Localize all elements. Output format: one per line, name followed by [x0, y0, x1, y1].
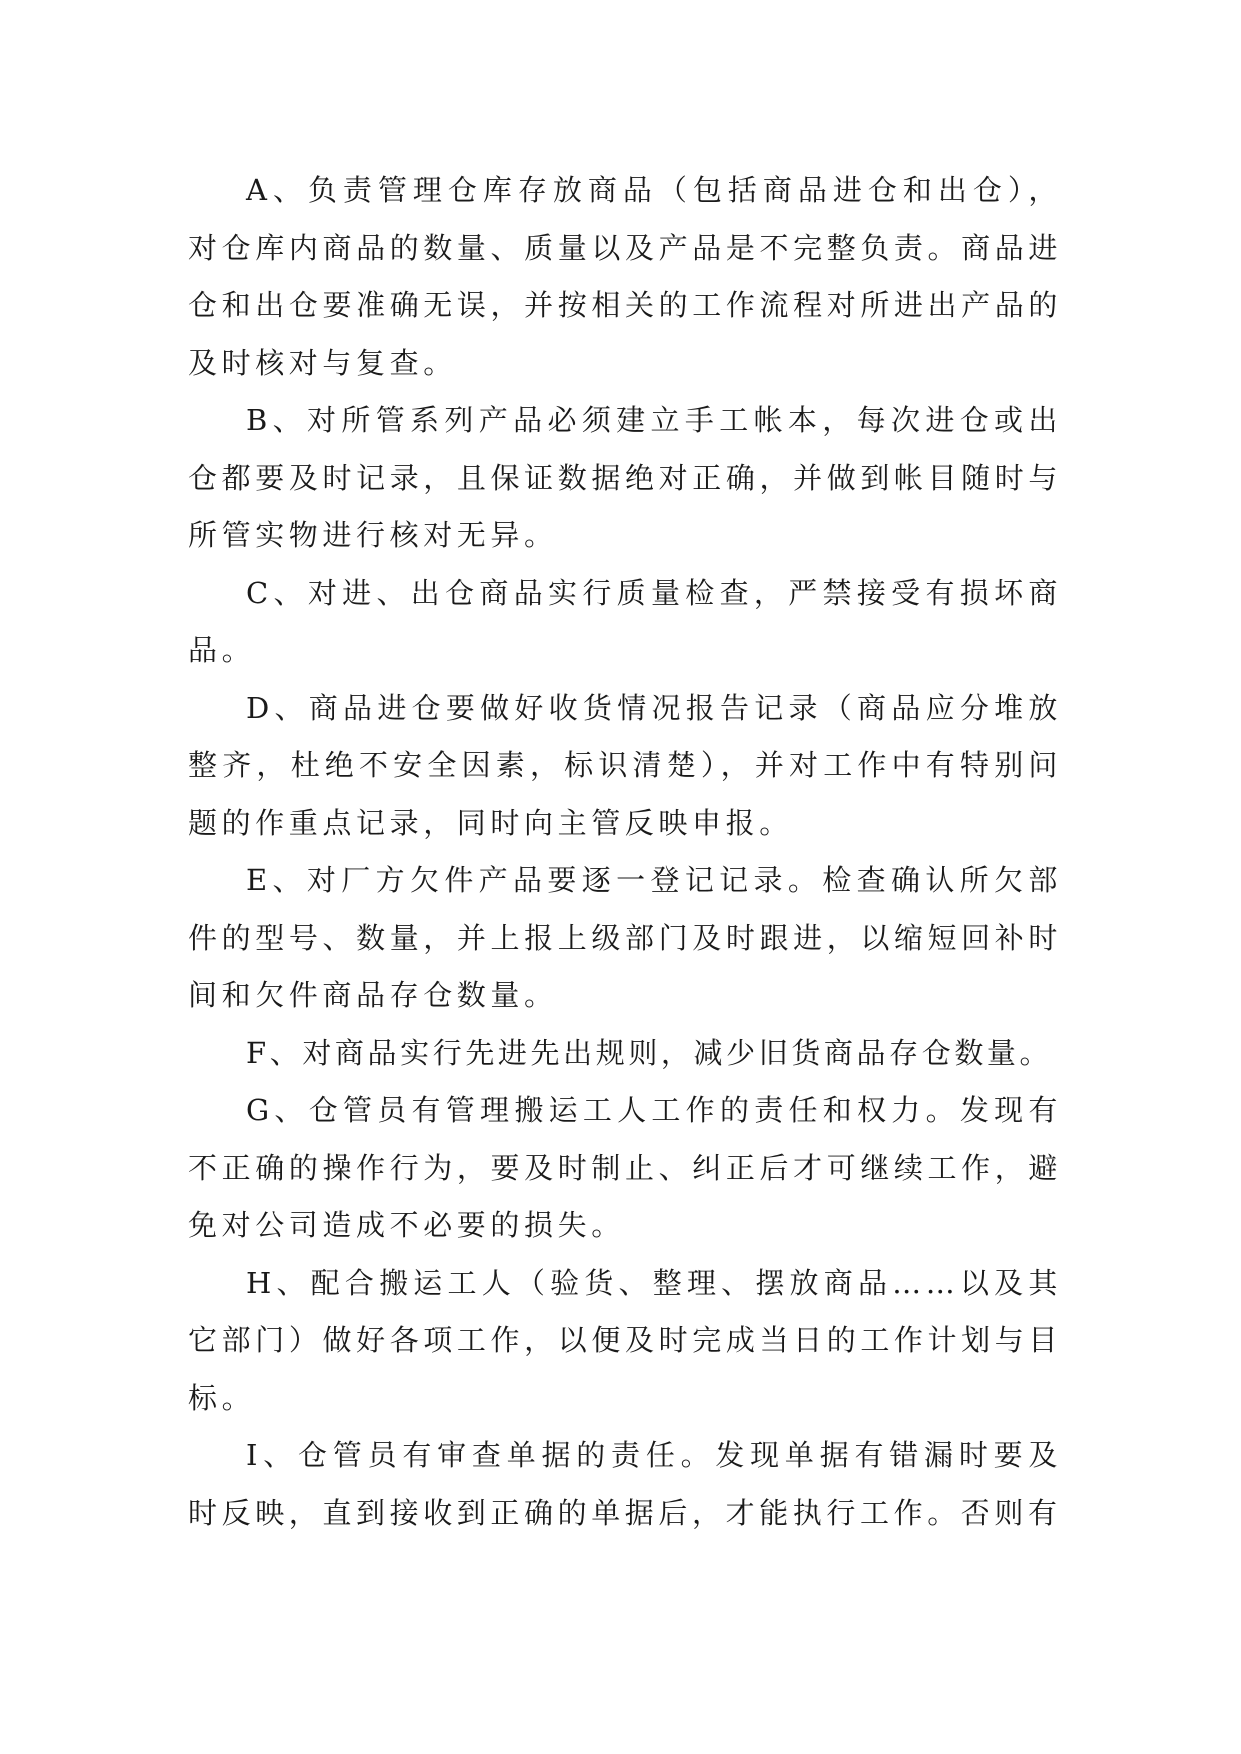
paragraph-f: F、对商品实行先进先出规则，减少旧货商品存仓数量。 — [246, 1035, 1053, 1070]
paragraph-i: I、仓管员有审查单据的责任。发现单据有错漏时要及时反映，直到接收到正确的单据后，才能执行工作。否则有 — [188, 1438, 1062, 1530]
paragraph-e: E、对厂方欠件产品要逐一登记记录。检查确认所欠部件的型号、数量，并上报上级部门及时跟进，以缩短回补时间和欠件商品存仓数量。 — [188, 863, 1062, 1012]
paragraph-d: D、商品进仓要做好收货情况报告记录（商品应分堆放整齐，杜绝不安全因素，标识清楚），并对工作中有特别问题的作重点记录，同时向主管反映申报。 — [188, 690, 1062, 840]
paragraph-g: G、仓管员有管理搬运工人工作的责任和权力。发现有不正确的操作行为，要及时制止、纠正后才可继续工作，避免对公司造成不必要的损失。 — [188, 1093, 1062, 1242]
paragraph-h: H、配合搬运工人（验货、整理、摆放商品……以及其它部门）做好各项工作，以便及时完成当日的工作计划与目标。 — [188, 1265, 1062, 1415]
paragraph-b: B、对所管系列产品必须建立手工帐本，每次进仓或出仓都要及时记录，且保证数据绝对正确，并做到帐目随时与所管实物进行核对无异。 — [188, 403, 1062, 552]
paragraph-c: C、对进、出仓商品实行质量检查，严禁接受有损坏商品。 — [188, 575, 1062, 667]
document-body — [188, 162, 1062, 1542]
paragraph-a: A、负责管理仓库存放商品（包括商品进仓和出仓），对仓库内商品的数量、质量以及产品是不完整负责。商品进仓和出仓要准确无误，并按相关的工作流程对所进出产品的及时核对与复查。 — [188, 173, 1062, 380]
